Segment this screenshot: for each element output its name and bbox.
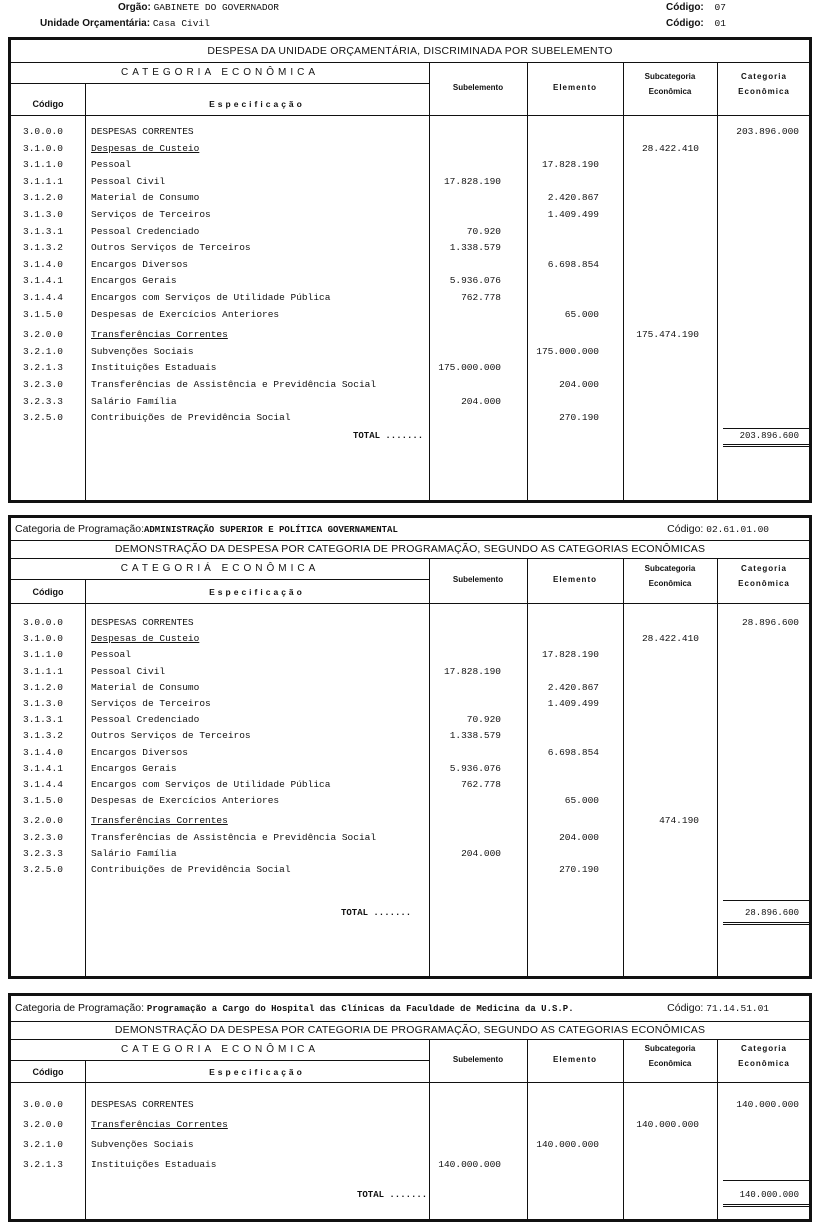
row-subelemento: 204.000 <box>461 847 501 859</box>
row-elemento: 1.409.499 <box>547 209 599 220</box>
table-row <box>11 1099 809 1115</box>
table-row <box>11 242 809 258</box>
row-code: 3.0.0.0 <box>23 126 63 137</box>
row-code: 3.2.0.0 <box>23 329 63 341</box>
table-row <box>11 682 809 698</box>
subcategoria-header: Subcategoria Econômica <box>644 72 696 96</box>
row-code: 3.1.4.1 <box>23 762 63 774</box>
row-code: 3.2.3.0 <box>23 379 63 390</box>
row-subelemento: 70.920 <box>466 714 501 726</box>
row-specification: Transferências de Assistência e Previdência Social <box>91 379 377 390</box>
section3-subcategoria-header: Subcategoria Econômica <box>644 1044 696 1068</box>
section2-total-value: 28.896.600 <box>744 908 799 918</box>
table-row <box>11 795 809 811</box>
unidade-line <box>40 18 210 29</box>
orgao-line <box>118 2 279 13</box>
section1-title: DESPESA DA UNIDADE ORÇAMENTÁRIA, DISCRIMINADA POR SUBELEMENTO <box>11 40 809 63</box>
section2-prog-value: ADMINISTRAÇÃO SUPERIOR E POLÍTICA GOVERNAMENTAL <box>144 525 398 535</box>
row-subelemento: 5.936.076 <box>449 275 501 287</box>
section3-codigo-col-header: Código <box>32 1067 64 1077</box>
row-specification: Encargos Gerais <box>91 275 177 287</box>
table-row <box>11 1139 809 1155</box>
section1-table <box>11 63 809 500</box>
row-code: 3.1.1.1 <box>23 175 63 187</box>
section-administracao-superior <box>8 515 812 979</box>
row-specification: Despesas de Exercícios Anteriores <box>91 308 280 320</box>
categoria-header: Categoria Econômica <box>738 72 790 96</box>
categoria-economica-header: CATEGORIA ECONÔMICA <box>120 67 320 78</box>
row-specification: Serviços de Terceiros <box>91 698 211 709</box>
table-row <box>11 176 809 192</box>
row-subcategoria: 28.422.410 <box>641 142 699 154</box>
row-specification: Subvenções Sociais <box>91 1139 194 1150</box>
table-row <box>11 143 809 159</box>
row-code: 3.1.3.1 <box>23 714 63 726</box>
row-elemento: 270.190 <box>559 864 599 875</box>
section2-prog-label: Categoria de Programação: <box>15 523 144 535</box>
row-code: 3.2.0.0 <box>23 815 63 827</box>
section-unidade-orcamentaria <box>8 37 812 503</box>
table-row <box>11 633 809 649</box>
row-subcategoria: 175.474.190 <box>636 329 699 341</box>
row-subelemento: 1.338.579 <box>449 730 501 742</box>
row-code: 3.1.3.2 <box>23 242 63 254</box>
row-elemento: 65.000 <box>564 795 599 807</box>
codigo-unidade-line <box>666 18 726 29</box>
row-elemento: 2.420.867 <box>547 681 599 693</box>
row-categoria: 203.896.000 <box>736 126 799 137</box>
row-subcategoria: 474.190 <box>659 815 699 827</box>
table-row <box>11 226 809 242</box>
table-row <box>11 379 809 395</box>
row-specification: Instituições Estaduais <box>91 1159 217 1170</box>
section2-table <box>11 559 809 976</box>
row-specification: Contribuições de Previdência Social <box>91 412 291 424</box>
row-code: 3.1.3.1 <box>23 225 63 237</box>
row-subelemento: 204.000 <box>461 395 501 407</box>
table-row <box>11 346 809 362</box>
row-code: 3.1.5.0 <box>23 308 63 320</box>
codigo-orgao-label: Código: <box>666 2 704 13</box>
row-elemento: 17.828.190 <box>541 159 599 171</box>
row-specification: Outros Serviços de Terceiros <box>91 730 251 742</box>
table-row <box>11 832 809 848</box>
section3-codigo-value: 71.14.51.01 <box>706 1003 769 1014</box>
subelemento-header: Subelemento <box>452 83 504 92</box>
row-elemento: 204.000 <box>559 379 599 390</box>
row-elemento: 2.420.867 <box>547 192 599 204</box>
unidade-value: Casa Civil <box>152 18 210 29</box>
section2-especificacao-header: Especificação <box>209 587 305 597</box>
table-row <box>11 714 809 730</box>
table-row <box>11 192 809 208</box>
section1-total-label: TOTAL ....... <box>353 431 424 441</box>
row-specification: Encargos com Serviços de Utilidade Pública <box>91 292 331 303</box>
row-code: 3.2.3.0 <box>23 831 63 843</box>
section3-especificacao-header: Especificação <box>209 1067 305 1077</box>
row-categoria: 140.000.000 <box>736 1099 799 1110</box>
section2-title: DEMONSTRAÇÃO DA DESPESA POR CATEGORIA DE PROGRAMAÇÃO, SEGUNDO AS CATEGORIAS ECONÔMICAS <box>11 541 809 559</box>
row-categoria: 28.896.600 <box>741 617 799 628</box>
section3-categoria-col-header: Categoria Econômica <box>738 1044 790 1068</box>
section2-categoria-header: CATEGORIÁ ECONÔMICA <box>120 563 320 574</box>
table-row <box>11 412 809 428</box>
section3-prog-label: Categoria de Programação: <box>15 1002 144 1014</box>
section2-subelemento-header: Subelemento <box>452 575 504 584</box>
table-row <box>11 730 809 746</box>
row-specification: Transferências Correntes <box>91 815 228 827</box>
row-subelemento: 17.828.190 <box>443 175 501 187</box>
section3-prog-line <box>11 996 809 1022</box>
row-code: 3.1.3.0 <box>23 698 63 709</box>
row-code: 3.1.2.0 <box>23 681 63 693</box>
section2-codigo-col-header: Código <box>32 587 64 597</box>
row-code: 3.2.3.3 <box>23 395 63 407</box>
row-specification: Salário Família <box>91 395 177 407</box>
codigo-unidade-value: 01 <box>714 18 726 29</box>
row-code: 3.1.1.0 <box>23 159 63 171</box>
table-row <box>11 1159 809 1175</box>
table-row <box>11 329 809 345</box>
row-code: 3.2.1.3 <box>23 362 63 374</box>
elemento-header: Elemento <box>552 83 597 92</box>
row-specification: Contribuições de Previdência Social <box>91 864 291 875</box>
row-code: 3.1.0.0 <box>23 142 63 154</box>
row-specification: Instituições Estaduais <box>91 362 217 374</box>
row-code: 3.1.3.0 <box>23 209 63 220</box>
row-code: 3.0.0.0 <box>23 617 63 628</box>
row-specification: Transferências Correntes <box>91 1119 228 1130</box>
row-elemento: 6.698.854 <box>547 258 599 270</box>
table-row <box>11 1119 809 1135</box>
table-row <box>11 259 809 275</box>
row-elemento: 1.409.499 <box>547 698 599 709</box>
section1-total-value: 203.896.600 <box>739 431 799 441</box>
row-code: 3.1.3.2 <box>23 730 63 742</box>
table-row <box>11 362 809 378</box>
table-row <box>11 617 809 633</box>
row-code: 3.2.5.0 <box>23 864 63 875</box>
row-specification: Material de Consumo <box>91 681 200 693</box>
row-code: 3.2.1.0 <box>23 1139 63 1150</box>
row-specification: Subvenções Sociais <box>91 345 194 357</box>
row-specification: Pessoal Civil <box>91 665 166 677</box>
row-code: 3.1.2.0 <box>23 192 63 204</box>
row-code: 3.1.4.1 <box>23 275 63 287</box>
codigo-orgao-value: 07 <box>714 2 726 13</box>
section3-table <box>11 1040 809 1219</box>
row-code: 3.1.1.0 <box>23 649 63 661</box>
row-code: 3.2.3.3 <box>23 847 63 859</box>
row-specification: Encargos Diversos <box>91 746 188 758</box>
unidade-label: Unidade Orçamentária: <box>40 18 151 29</box>
row-code: 3.0.0.0 <box>23 1099 63 1110</box>
row-code: 3.1.4.0 <box>23 258 63 270</box>
table-row <box>11 209 809 225</box>
row-code: 3.2.0.0 <box>23 1119 63 1130</box>
row-specification: Despesas de Custeio <box>91 142 200 154</box>
orgao-value: GABINETE DO GOVERNADOR <box>153 2 279 13</box>
row-specification: Encargos Gerais <box>91 762 177 774</box>
table-row <box>11 159 809 175</box>
row-specification: Pessoal Credenciado <box>91 714 200 726</box>
row-code: 3.1.4.0 <box>23 746 63 758</box>
row-code: 3.1.4.4 <box>23 779 63 790</box>
section2-codigo-value: 02.61.01.00 <box>706 524 769 535</box>
row-specification: DESPESAS CORRENTES <box>91 126 194 137</box>
table-row <box>11 292 809 308</box>
table-row <box>11 848 809 864</box>
row-specification: Transferências de Assistência e Previdência Social <box>91 831 377 843</box>
row-specification: Serviços de Terceiros <box>91 209 211 220</box>
table-row <box>11 864 809 880</box>
row-subelemento: 17.828.190 <box>443 665 501 677</box>
table-row <box>11 698 809 714</box>
orgao-label: Orgão: <box>118 2 151 13</box>
table-row <box>11 396 809 412</box>
row-elemento: 204.000 <box>559 831 599 843</box>
row-specification: Despesas de Exercícios Anteriores <box>91 795 280 807</box>
row-specification: Outros Serviços de Terceiros <box>91 242 251 254</box>
table-row <box>11 126 809 142</box>
row-elemento: 175.000.000 <box>536 345 599 357</box>
row-code: 3.1.4.4 <box>23 292 63 303</box>
row-code: 3.1.0.0 <box>23 633 63 645</box>
section3-title: DEMONSTRAÇÃO DA DESPESA POR CATEGORIA DE PROGRAMAÇÃO, SEGUNDO AS CATEGORIAS ECONÔMICAS <box>11 1022 809 1040</box>
row-specification: Pessoal <box>91 159 131 171</box>
especificacao-header: Especificação <box>209 99 305 109</box>
row-subelemento: 70.920 <box>466 225 501 237</box>
row-specification: Pessoal <box>91 649 131 661</box>
codigo-unidade-label: Código: <box>666 18 704 29</box>
row-elemento: 17.828.190 <box>541 649 599 661</box>
row-specification: Material de Consumo <box>91 192 200 204</box>
row-specification: Pessoal Credenciado <box>91 225 200 237</box>
row-specification: Transferências Correntes <box>91 329 228 341</box>
row-elemento: 65.000 <box>564 308 599 320</box>
codigo-header: Código <box>32 99 64 109</box>
row-code: 3.2.1.0 <box>23 345 63 357</box>
row-subelemento: 140.000.000 <box>438 1159 501 1170</box>
row-specification: Salário Família <box>91 847 177 859</box>
section-hospital-clinicas <box>8 993 812 1222</box>
row-subelemento: 762.778 <box>461 292 501 303</box>
section3-subelemento-header: Subelemento <box>452 1055 504 1064</box>
row-specification: DESPESAS CORRENTES <box>91 617 194 628</box>
row-subelemento: 175.000.000 <box>438 362 501 374</box>
row-elemento: 6.698.854 <box>547 746 599 758</box>
table-row <box>11 763 809 779</box>
row-specification: Encargos Diversos <box>91 258 188 270</box>
row-code: 3.1.5.0 <box>23 795 63 807</box>
table-row <box>11 649 809 665</box>
row-code: 3.2.1.3 <box>23 1159 63 1170</box>
row-code: 3.2.5.0 <box>23 412 63 424</box>
section3-categoria-header: CATEGORIA ECONÔMICA <box>120 1044 320 1055</box>
row-elemento: 140.000.000 <box>536 1139 599 1150</box>
row-code: 3.1.1.1 <box>23 665 63 677</box>
section3-codigo-label: Código: <box>667 1002 704 1014</box>
table-row <box>11 666 809 682</box>
section3-elemento-header: Elemento <box>552 1055 597 1064</box>
row-elemento: 270.190 <box>559 412 599 424</box>
row-specification: DESPESAS CORRENTES <box>91 1099 194 1110</box>
table-row <box>11 747 809 763</box>
table-row <box>11 275 809 291</box>
section2-codigo-label: Código: <box>667 523 704 535</box>
row-subcategoria: 28.422.410 <box>641 633 699 645</box>
codigo-orgao-line <box>666 2 726 13</box>
section2-elemento-header: Elemento <box>552 575 597 584</box>
section2-subcategoria-header: Subcategoria Econômica <box>644 564 696 588</box>
row-subcategoria: 140.000.000 <box>636 1119 699 1130</box>
row-specification: Pessoal Civil <box>91 175 166 187</box>
table-row <box>11 779 809 795</box>
table-row <box>11 815 809 831</box>
section3-total-value: 140.000.000 <box>739 1190 799 1200</box>
row-specification: Encargos com Serviços de Utilidade Pública <box>91 779 331 790</box>
section3-total-label: TOTAL ....... <box>357 1190 428 1200</box>
section2-categoria-col-header: Categoria Econômica <box>738 564 790 588</box>
row-specification: Despesas de Custeio <box>91 633 200 645</box>
row-subelemento: 762.778 <box>461 779 501 790</box>
row-subelemento: 5.936.076 <box>449 762 501 774</box>
row-subelemento: 1.338.579 <box>449 242 501 254</box>
section2-total-label: TOTAL ....... <box>341 908 412 918</box>
table-row <box>11 309 809 325</box>
section2-prog-line <box>11 518 809 541</box>
section3-prog-value: Programação a Cargo do Hospital das Clínicas da Faculdade de Medicina da U.S.P. <box>146 1004 574 1014</box>
